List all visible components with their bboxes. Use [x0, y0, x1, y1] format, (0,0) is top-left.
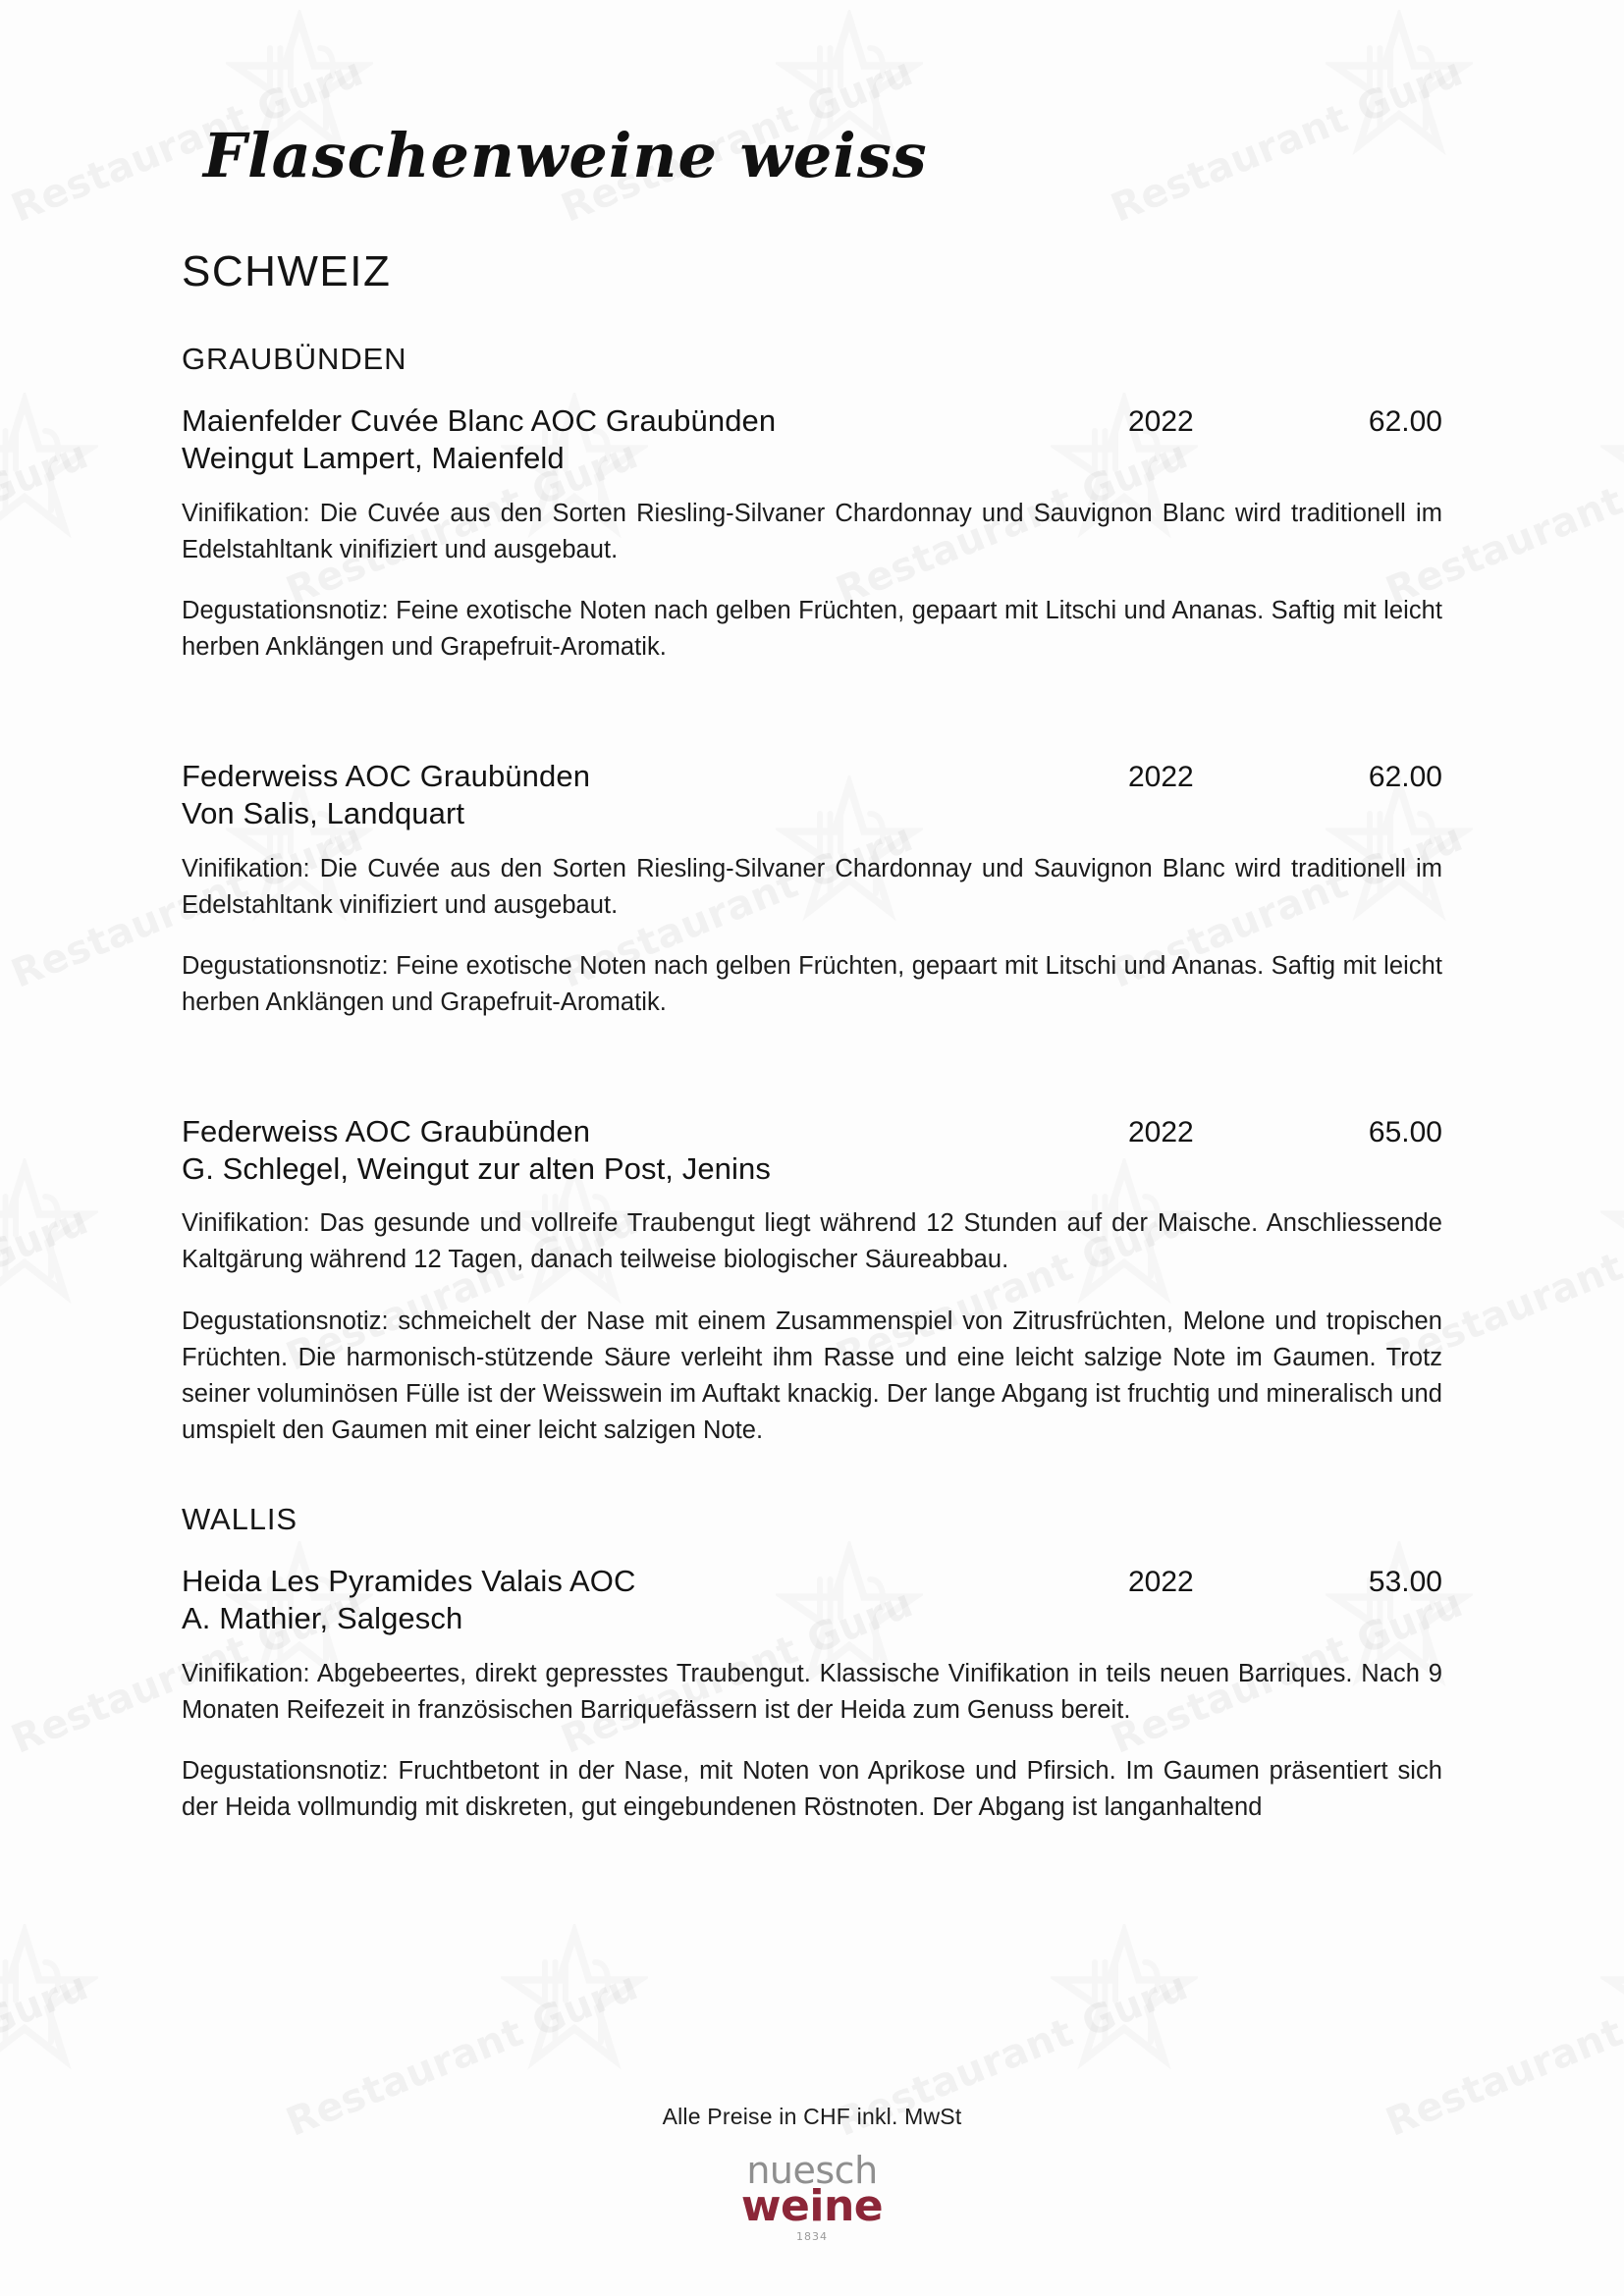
- wine-tasting-note: Degustationsnotiz: schmeichelt der Nase mit einem Zusammenspiel von Zitrusfrüchten, Melone und tropischen Früchten. Die harmonisch-stützende Säure verleiht ihm Rasse und eine leicht salzige Note im Gaumen. Trotz seiner voluminösen Fülle ist der Weisswein im Auftakt knackig. Der lange Abgang ist fruchtig und mineralisch und umspielt den Gaumen mit einer leicht salzigen Note.: [182, 1307, 1442, 1444]
- wine-name-group: [182, 402, 1128, 478]
- wine-name: Federweiss AOC Graubünden: [182, 1113, 591, 1148]
- wine-vintage: 2022: [1128, 405, 1194, 438]
- wine-price: 62.00: [1368, 760, 1442, 793]
- region-heading: WALLIS: [182, 1501, 298, 1536]
- wine-vintage: 2022: [1128, 760, 1194, 793]
- wine-name-group: [182, 1113, 1128, 1189]
- page-footer: [0, 2104, 1624, 2245]
- wine-name: Maienfelder Cuvée Blanc AOC Graubünden: [182, 403, 777, 438]
- wine-vintage: 2022: [1128, 1565, 1194, 1598]
- wine-name: Federweiss AOC Graubünden: [182, 758, 591, 793]
- region-heading: GRAUBÜNDEN: [182, 342, 407, 376]
- wine-vinification: Vinifikation: Abgebeertes, direkt gepresstes Traubengut. Klassische Vinifikation in teils neuen Barriques. Nach 9 Monaten Reifezeit in französischen Barriquefässern ist der Heida zum Genuss bereit.: [182, 1659, 1442, 1724]
- wine-entry[interactable]: [182, 1113, 1442, 1449]
- wine-header: [182, 402, 1442, 478]
- wine-vintage: 2022: [1128, 1115, 1194, 1148]
- country-heading-schweiz: SCHWEIZ: [182, 247, 392, 295]
- wine-tasting-note: Degustationsnotiz: Feine exotische Noten nach gelben Früchten, gepaart mit Litschi und Ananas. Saftig mit leicht herben Anklängen und Grapefruit-Aromatik.: [182, 597, 1442, 662]
- spacer: [182, 691, 1442, 732]
- logo-founding-year: 1834: [796, 2230, 828, 2243]
- wine-vinification: Vinifikation: Das gesunde und vollreife Traubengut liegt während 12 Stunden auf der Maische. Anschliessende Kaltgärung während 12 Tagen, danach teilweise biologischer Säureabbau.: [182, 1209, 1442, 1274]
- wine-price: 65.00: [1368, 1115, 1442, 1148]
- wine-header: [182, 1563, 1442, 1638]
- wine-price: 53.00: [1368, 1565, 1442, 1598]
- wine-entry[interactable]: [182, 758, 1442, 1021]
- spacer: [182, 1046, 1442, 1088]
- wine-tasting-note: Degustationsnotiz: Feine exotische Noten nach gelben Früchten, gepaart mit Litschi und Ananas. Saftig mit leicht herben Anklängen und Grapefruit-Aromatik.: [182, 952, 1442, 1017]
- wine-entry[interactable]: [182, 402, 1442, 666]
- wine-entry[interactable]: [182, 1563, 1442, 1826]
- wine-price: 62.00: [1368, 405, 1442, 438]
- price-disclaimer: Alle Preise in CHF inkl. MwSt: [662, 2104, 962, 2129]
- wine-producer: Weingut Lampert, Maienfeld: [182, 441, 565, 476]
- wine-header: [182, 1113, 1442, 1189]
- nuesch-weine-logo: [740, 2149, 884, 2243]
- wine-tasting-note: Degustationsnotiz: Fruchtbetont in der Nase, mit Noten von Aprikose und Pfirsich. Im Gaumen präsentiert sich der Heida vollmundig mit diskreten, gut eingebundenen Röstnoten. Der Abgang ist langanhaltend: [182, 1757, 1442, 1821]
- wine-vinification: Vinifikation: Die Cuvée aus den Sorten Riesling-Silvaner Chardonnay und Sauvignon Blanc wird traditionell im Edelstahltank vinifiziert und ausgebaut.: [182, 854, 1442, 919]
- wine-producer: A. Mathier, Salgesch: [182, 1601, 463, 1636]
- wine-name: Heida Les Pyramides Valais AOC: [182, 1563, 636, 1598]
- region-section-wallis: [182, 1502, 1442, 1826]
- logo-line-nuesch: nuesch: [746, 2149, 878, 2192]
- wine-header: [182, 758, 1442, 833]
- logo-line-weine: weine: [740, 2181, 884, 2231]
- wine-name-group: [182, 758, 1128, 833]
- wine-producer: Von Salis, Landquart: [182, 796, 465, 831]
- wine-vinification: Vinifikation: Die Cuvée aus den Sorten Riesling-Silvaner Chardonnay und Sauvignon Blanc wird traditionell im Edelstahltank vinifiziert und ausgebaut.: [182, 499, 1442, 563]
- wine-name-group: [182, 1563, 1128, 1638]
- wine-producer: G. Schlegel, Weingut zur alten Post, Jenins: [182, 1150, 771, 1186]
- page-title: Flaschenweine weiss: [203, 120, 928, 191]
- region-section-graubuenden: [182, 342, 1442, 1449]
